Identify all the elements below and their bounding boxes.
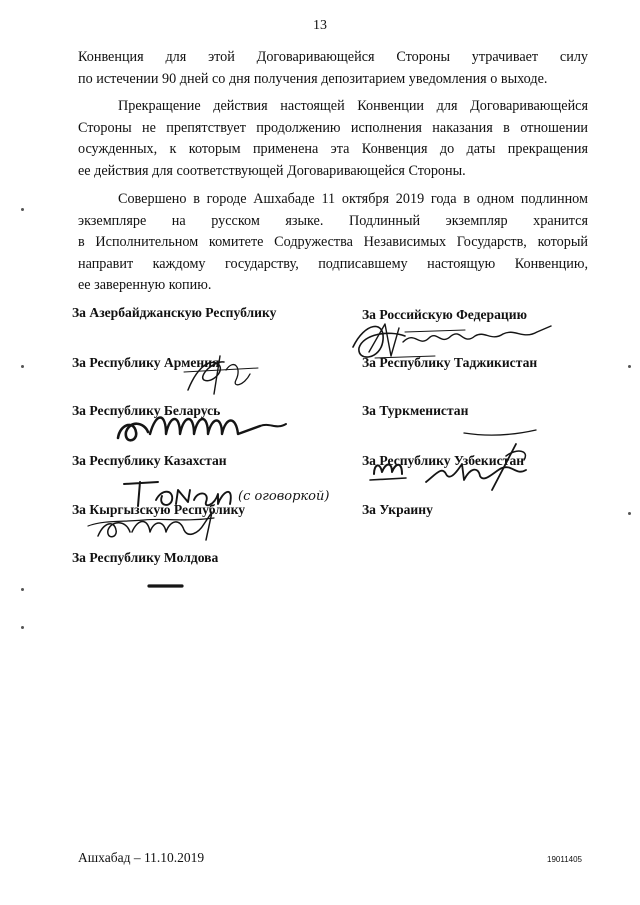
signatory-moldova: За Республику Молдова — [72, 550, 219, 565]
signatory-russia: За Российскую Федерацию — [362, 307, 527, 322]
signatory-tajikistan: За Республику Таджикистан — [362, 355, 538, 370]
signature-moldova — [146, 581, 186, 591]
paragraph-1-line-1: Конвенция для этой Договаривающейся Стороны утрачивает силу — [78, 49, 588, 65]
signature-armenia — [178, 350, 268, 400]
margin-mark — [628, 365, 631, 368]
paragraph-2-line-1: Прекращение действия настоящей Конвенции для Договаривающейся — [118, 98, 588, 114]
footer-place-date: Ашхабад – 11.10.2019 — [78, 850, 205, 865]
signature-kyrgyzstan — [84, 506, 234, 546]
margin-mark — [21, 365, 24, 368]
signature-tajikistan-stroke — [460, 425, 540, 439]
paragraph-3-line-1: Совершено в городе Ашхабаде 11 октября 2019 года в одном подлинном — [118, 191, 588, 207]
signatory-azerbaijan: За Азербайджанскую Республику — [72, 305, 277, 320]
margin-mark — [21, 626, 24, 629]
signature-belarus — [110, 402, 300, 448]
margin-mark — [21, 588, 24, 591]
signatory-turkmenistan: За Туркменистан — [362, 403, 469, 418]
paragraph-2 — [78, 96, 588, 182]
margin-mark — [628, 512, 631, 515]
footer-doc-code: 19011405 — [547, 855, 582, 864]
signature-russia — [345, 312, 565, 372]
paragraph-2-line-2: Стороны не препятствует продолжению исполнения наказания в отношении — [78, 119, 588, 136]
paragraph-1 — [78, 47, 588, 90]
signatory-armenia: За Республику Армения — [72, 355, 220, 370]
paragraph-3-line-4: направит каждому государству, подписавшему настоящую Конвенцию, — [78, 255, 588, 272]
signature-uzbekistan — [366, 440, 556, 494]
paragraph-3 — [78, 189, 588, 297]
signatory-belarus: За Республику Беларусь — [72, 403, 221, 418]
paragraph-3-line-2: экземпляре на русском языке. Подлинный экземпляр хранится — [78, 212, 588, 229]
signatory-kazakhstan: За Республику Казахстан — [72, 453, 227, 468]
page-number: 13 — [313, 18, 327, 33]
paragraph-2-line-4: ее действия для соответствующей Договаривающейся Стороны. — [78, 162, 466, 179]
handwritten-note-kazakhstan: (с оговоркой) — [238, 489, 330, 504]
signatory-uzbekistan: За Республику Узбекистан — [362, 453, 525, 468]
signatory-kyrgyzstan: За Кыргызскую Республику — [72, 502, 246, 517]
margin-mark — [21, 208, 24, 211]
paragraph-3-line-3: в Исполнительном комитете Содружества Независимых Государств, который — [78, 234, 588, 250]
paragraph-3-line-5: ее заверенную копию. — [78, 277, 212, 293]
paragraph-2-line-3: осужденных, к которым применена эта Конвенция до даты прекращения — [78, 141, 588, 157]
signatory-ukraine: За Украину — [362, 502, 433, 517]
paragraph-1-line-2: по истечении 90 дней со дня получения депозитарием уведомления о выходе. — [78, 70, 548, 87]
